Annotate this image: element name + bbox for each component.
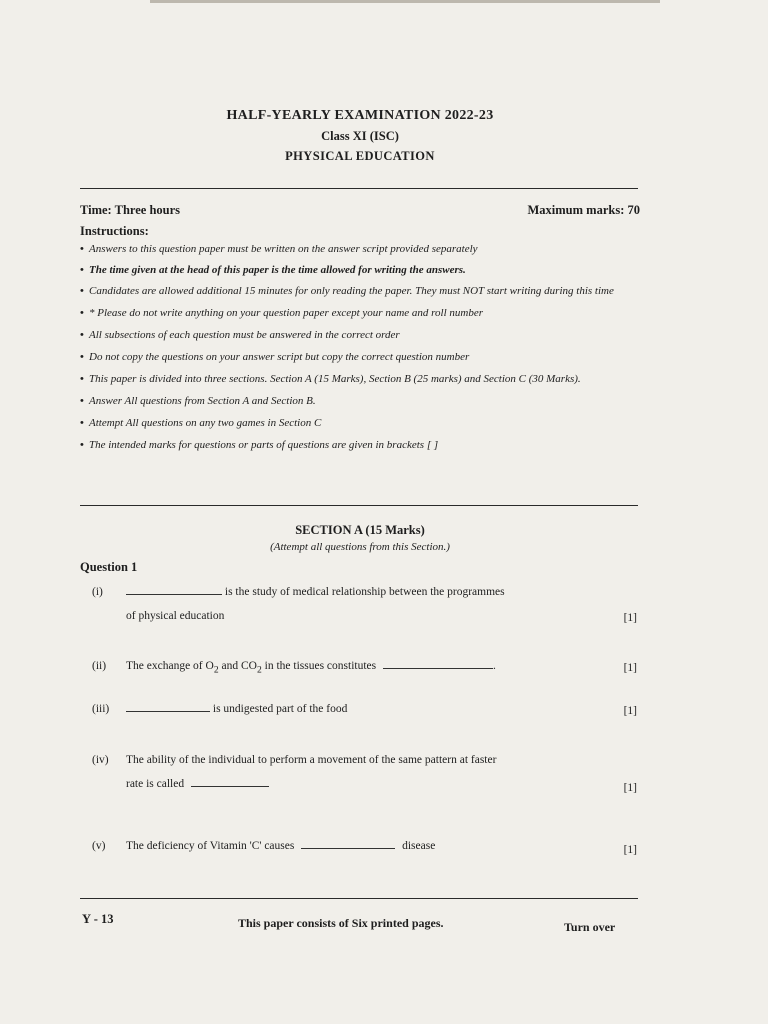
bullet-icon: • (80, 264, 84, 276)
instruction-item: • This paper is divided into three sections. Section A (15 Marks), Section B (25 marks) and Section C (30 Marks). (80, 373, 581, 385)
instruction-item: • * Please do not write anything on your question paper except your name and roll number (80, 307, 484, 319)
question-item (92, 580, 637, 630)
bullet-icon: • (80, 351, 84, 363)
instruction-item: • Attempt All questions on any two games in Section C (80, 417, 322, 429)
instruction-item: • All subsections of each question must be answered in the correct order (80, 329, 400, 341)
question-item (92, 654, 637, 680)
class-line: Class XI (ISC) (321, 129, 399, 143)
pages-note: This paper consists of Six printed pages. (238, 916, 444, 930)
footer-divider (80, 898, 638, 899)
bullet-icon: • (80, 285, 84, 297)
answer-blank (191, 774, 269, 787)
bullet-icon: • (80, 329, 84, 341)
paper-code: Y - 13 (82, 912, 114, 926)
section-a-header (80, 521, 640, 555)
instruction-item: • Answer All questions from Section A and Section B. (80, 395, 316, 407)
bullet-icon: • (80, 395, 84, 407)
time-allowed: Time: Three hours (80, 203, 181, 217)
question-text: is undigested part of the food (126, 697, 596, 721)
section-a-subtitle: (Attempt all questions from this Section.) (270, 541, 450, 553)
question-marks: [1] (623, 782, 637, 794)
question-text: The exchange of $O_2$ and $CO_2$ in the tissues constitutes . (126, 654, 596, 682)
question-marks: [1] (623, 612, 637, 624)
bullet-icon: • (80, 417, 84, 429)
exam-title: HALF-YEARLY EXAMINATION 2022-23 (226, 108, 494, 123)
question-number: (i) (92, 586, 103, 598)
paper-header (80, 106, 640, 166)
question-item (92, 748, 637, 802)
answer-blank (126, 582, 222, 595)
question-heading: Question 1 (80, 560, 138, 574)
question-number: (ii) (92, 660, 107, 672)
answer-blank (126, 699, 210, 712)
question-marks: [1] (623, 662, 637, 674)
question-text: The ability of the individual to perform a movement of the same pattern at faster rate is called (126, 754, 497, 790)
bullet-icon: • (80, 373, 84, 385)
bullet-icon: • (80, 439, 84, 451)
subject-title: PHYSICAL EDUCATION (285, 149, 435, 163)
instructions-list (80, 242, 640, 460)
question-item (92, 834, 637, 860)
question-marks: [1] (623, 844, 637, 856)
section-a-title: SECTION A (15 Marks) (295, 523, 425, 537)
question-marks: [1] (623, 705, 637, 717)
answer-blank (301, 836, 395, 849)
question-number: (v) (92, 840, 106, 852)
meta-row (80, 203, 640, 218)
bullet-icon: • (80, 243, 84, 255)
instruction-item: • The intended marks for questions or parts of questions are given in brackets [ ] (80, 439, 439, 451)
question-item (92, 697, 637, 723)
bullet-icon: • (80, 307, 84, 319)
instructions-divider (80, 505, 638, 506)
question-text: The deficiency of Vitamin 'C' causes disease (126, 834, 596, 858)
instruction-item: • Do not copy the questions on your answer script but copy the correct question number (80, 351, 470, 363)
question-number: (iii) (92, 703, 110, 715)
turn-over-note: Turn over (564, 920, 616, 934)
answer-blank (383, 656, 493, 669)
maximum-marks: Maximum marks: 70 (527, 203, 640, 217)
question-text: is the study of medical relationship between the programmes of physical education (126, 580, 596, 628)
question-number: (iv) (92, 754, 109, 766)
instruction-item: • The time given at the head of this paper is the time allowed for writing the answers. (80, 264, 466, 276)
header-divider (80, 188, 638, 189)
instruction-item: • Candidates are allowed additional 15 minutes for only reading the paper. They must NOT start writing during this time (80, 285, 614, 297)
instructions-heading: Instructions: (80, 224, 149, 238)
instruction-item: • Answers to this question paper must be written on the answer script provided separately (80, 243, 478, 255)
